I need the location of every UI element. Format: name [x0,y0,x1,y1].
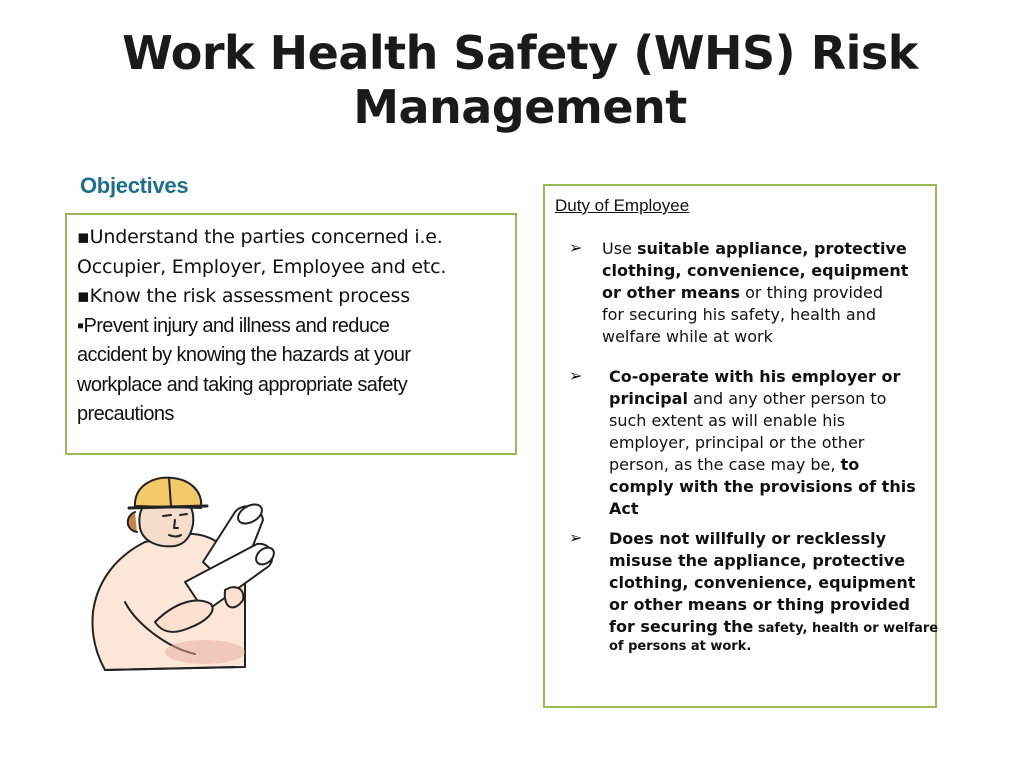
duty-text-bold: Co-operate with his employer or [609,367,901,386]
duty-text-bold: for securing the [609,617,754,636]
duty-text-bold: suitable appliance, protective [636,239,907,258]
duty-text-bold: comply with the provisions of this [609,477,916,496]
title-line-1: Work Health Safety (WHS) Risk [122,26,918,80]
objective-line: workplace and taking appropriate safety [77,373,408,396]
duty-text-small: of persons at work. [609,639,752,654]
construction-worker-illustration [85,472,295,682]
duty-text-bold: principal [609,389,688,408]
duty-text: employer, principal or the other [609,433,865,452]
objective-line: precautions [77,403,174,425]
duty-text: or thing provided [740,283,884,302]
duty-heading: Duty of Employee [555,196,690,215]
duty-text: person, as the case may be, [609,455,841,474]
objective-line: Occupier, Employer, Employee and etc. [77,255,447,278]
duty-text-bold: clothing, convenience, equipment [602,261,909,280]
duty-text: and any other person to [687,389,887,408]
duty-text: welfare while at work [602,327,773,346]
page-title [90,26,950,134]
duty-text: Use [602,239,637,258]
duty-text-bold: Act [609,499,639,518]
duty-text-small: safety, health or welfare [753,621,939,636]
arrow-bullet-icon: ➢ [569,368,583,385]
objectives-heading: Objectives [80,173,189,198]
duty-text: such extent as will enable his [609,411,846,430]
objective-line: accident by knowing the hazards at your [77,344,411,366]
duty-of-employee-box [543,184,937,708]
duty-text: for securing his safety, health and [602,305,876,324]
duty-text-bold: clothing, convenience, equipment [609,573,916,592]
objective-line: ▪Understand the parties concerned i.e. [77,226,443,248]
objectives-box [65,213,517,455]
duty-text-bold: Does not willfully or recklessly [609,529,886,548]
objective-line: ▪Know the risk assessment process [77,285,410,307]
objective-line: ▪Prevent injury and illness and reduce [77,314,390,337]
duty-text-bold: misuse the appliance, protective [609,551,906,570]
title-line-2: Management [353,80,687,134]
arrow-bullet-icon: ➢ [569,240,583,257]
arrow-bullet-icon: ➢ [569,530,583,547]
duty-text-bold: to [840,455,860,474]
duty-text-bold: or other means [602,283,741,302]
duty-text-bold: or other means or thing provided [609,595,910,614]
